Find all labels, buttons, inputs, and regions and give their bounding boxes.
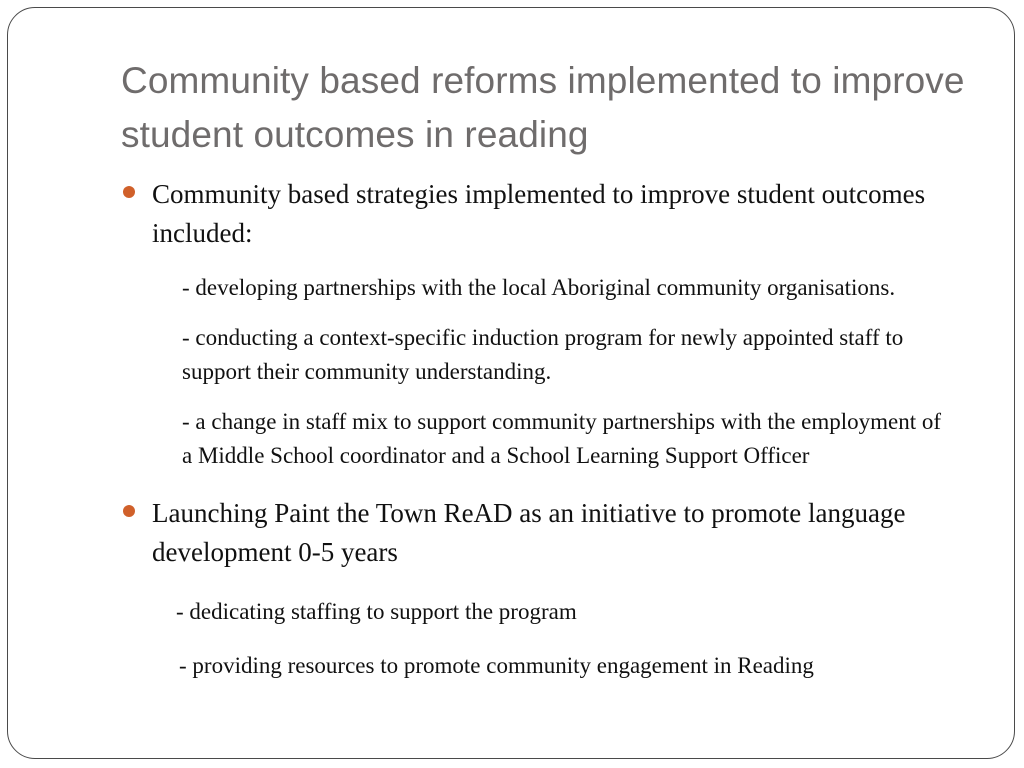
bullet-dot-icon [123,186,135,198]
sub-item: - providing resources to promote community engagement in Reading [179,653,814,678]
sub-item: - developing partnerships with the local Aboriginal community organisations. [182,275,896,300]
bullet-item [121,494,981,572]
bullet-text: Community based strategies implemented to improve student outcomes included: [152,179,926,248]
bullet-dot-icon [123,505,135,517]
sub-item: - conducting a context-specific induction program for newly appointed staff to support their community understanding. [182,325,904,384]
sub-item: - dedicating staffing to support the program [176,599,577,624]
slide-frame [7,7,1015,759]
slide-content [121,175,981,683]
bullet-item [121,175,981,253]
bullet-text: Launching Paint the Town ReAD as an initiative to promote language development 0-5 years [152,498,906,567]
slide-title: Community based reforms implemented to improve student outcomes in reading [121,60,965,155]
sub-item: - a change in staff mix to support community partnerships with the employment of a Middle School coordinator and a School Learning Support Officer [182,409,942,468]
